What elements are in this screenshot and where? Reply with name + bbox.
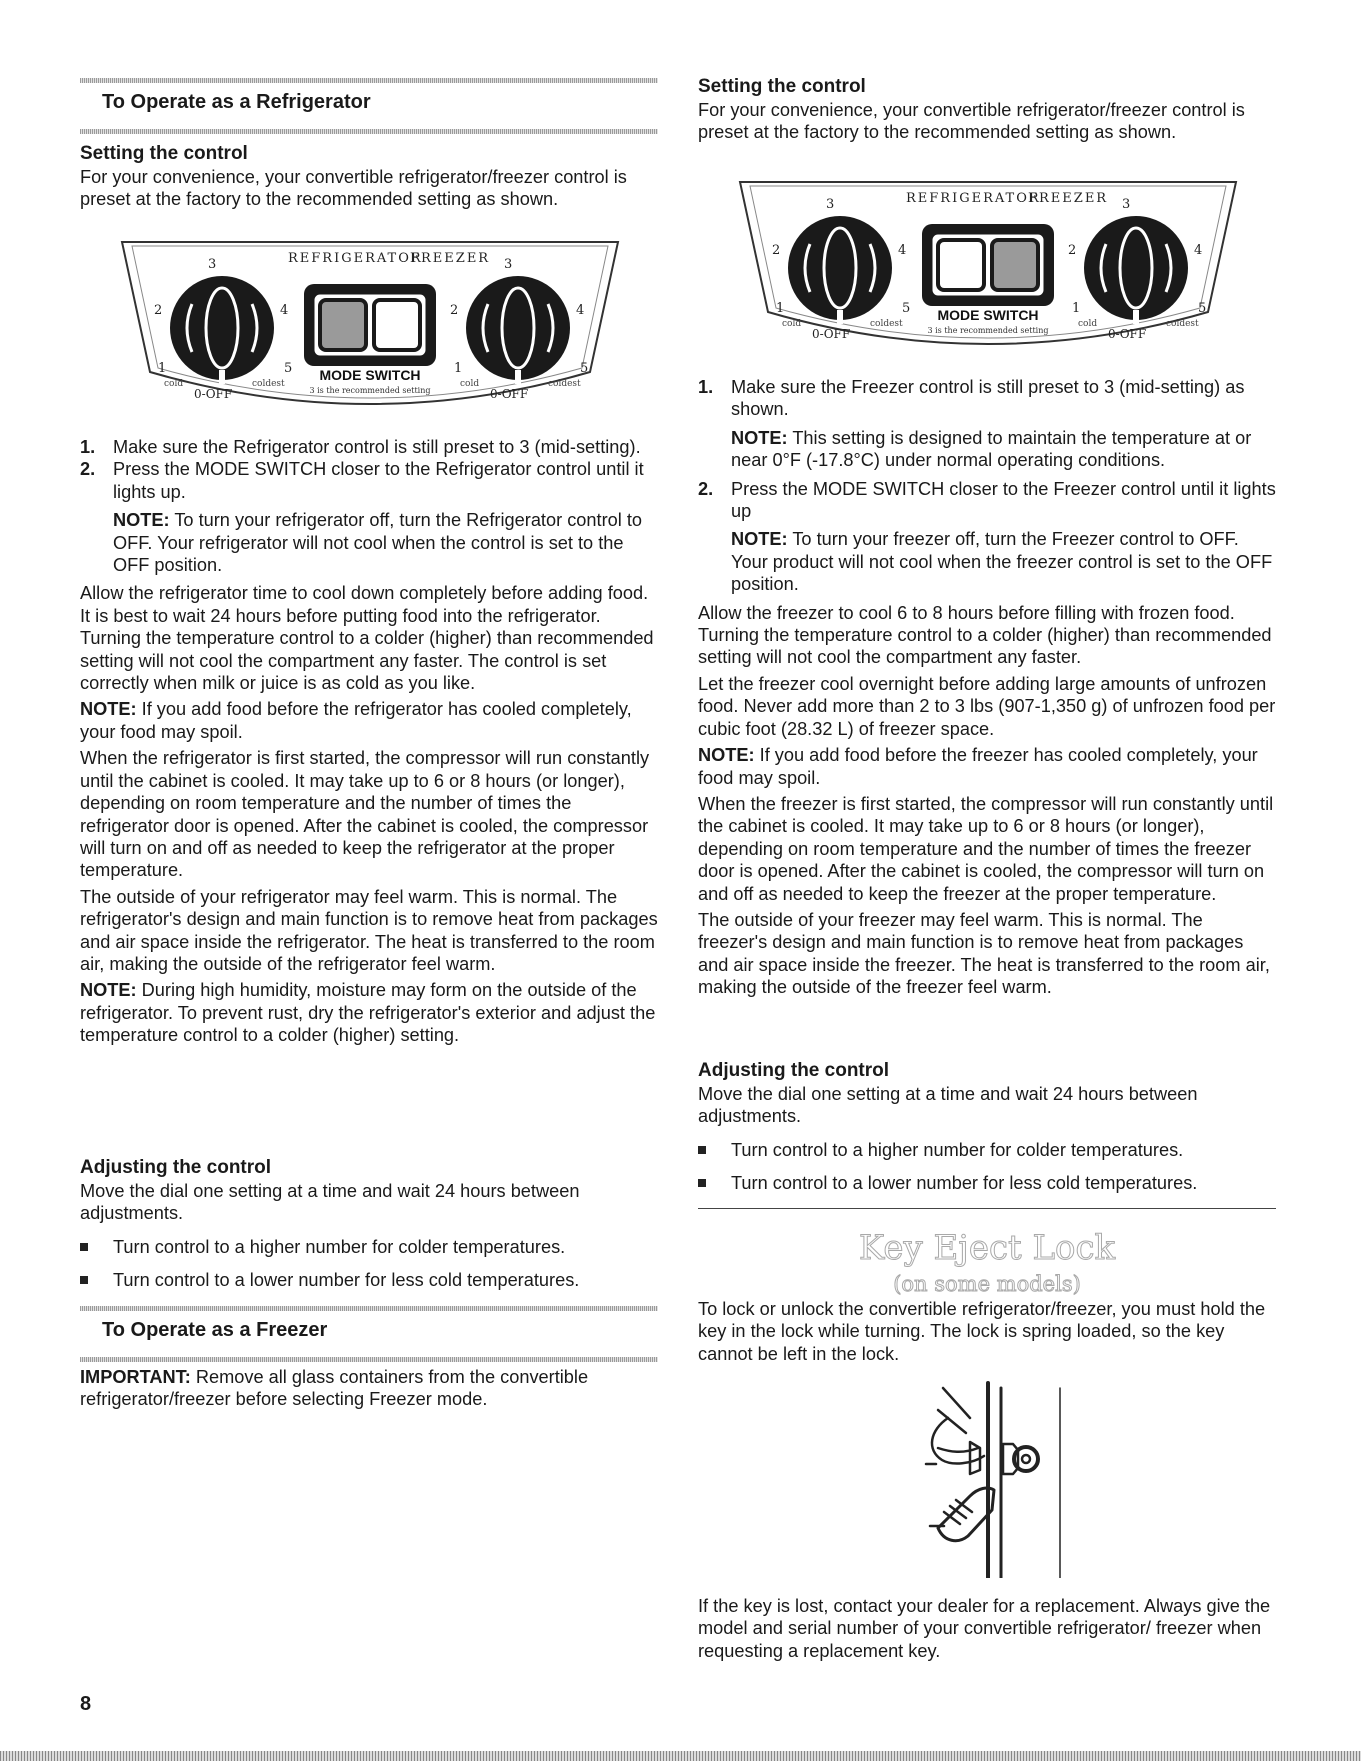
dial-off-label: 0-OFF bbox=[812, 327, 851, 341]
important-text: Remove all glass containers from the convertible refrigerator/freezer before selecting Freezer mode. bbox=[80, 1367, 589, 1410]
bullet-item: Turn control to a lower number for less cold temperatures. bbox=[698, 1172, 1276, 1194]
refrigerator-label: REFRIGERATOR bbox=[906, 191, 1041, 206]
dial-number: 1 bbox=[1072, 301, 1081, 316]
dial-coldest-label: coldest bbox=[870, 319, 903, 329]
dial-off-label: 0-OFF bbox=[490, 387, 529, 401]
step2-note bbox=[80, 509, 658, 576]
step-text: Press the MODE SWITCH closer to the Refrigerator control until it lights up. bbox=[113, 459, 644, 502]
adjust-heading: Adjusting the control bbox=[80, 1157, 272, 1178]
recommended-setting-label: 3 is the recommended setting bbox=[309, 386, 431, 395]
dial-number: 4 bbox=[898, 243, 907, 258]
dial-cold-label: cold bbox=[460, 379, 480, 389]
refrigerator-steps bbox=[80, 436, 658, 503]
setting-heading: Setting the control bbox=[698, 76, 866, 97]
freezer-adjust-block bbox=[698, 1058, 1276, 1206]
key-lock-drawing bbox=[908, 1378, 1068, 1578]
step-number: 2. bbox=[698, 478, 714, 499]
banner-rule-bottom bbox=[80, 129, 658, 134]
dial-cold-label: cold bbox=[1078, 319, 1098, 329]
step1-note bbox=[698, 427, 1276, 472]
step2-note bbox=[698, 528, 1276, 595]
setting-intro: For your convenience, your convertible refrigerator/freezer control is preset at the factory to the recommended setting as shown. bbox=[80, 167, 627, 210]
dial-number: 1 bbox=[776, 301, 785, 316]
dial-coldest-label: coldest bbox=[252, 379, 285, 389]
spoil-note bbox=[80, 698, 658, 743]
note-text: If you add food before the refrigerator has cooled completely, your food may spoil. bbox=[80, 699, 632, 742]
note-label: NOTE: bbox=[731, 529, 788, 550]
freezer-control-panel-illustration bbox=[738, 180, 1238, 355]
dial-number: 5 bbox=[284, 361, 293, 376]
refrigerator-control-panel-illustration bbox=[120, 240, 620, 415]
cooldown-paragraph: Allow the refrigerator time to cool down completely before adding food. It is best to wait 24 hours before putting food into the refrigerator. Turning the temperature control to a colder (higher) than recommended setting will not cool the compartment any faster. The control is set correctly when milk or juice is as cold as you like. bbox=[80, 583, 654, 694]
note-text: To turn your freezer off, turn the Freezer control to OFF. Your product will not cool when the freezer control is set to the OFF position. bbox=[731, 529, 1273, 595]
step-text: Press the MODE SWITCH closer to the Freezer control until it lights up bbox=[731, 478, 1276, 522]
mode-switch bbox=[304, 284, 436, 366]
step-number: 2. bbox=[80, 459, 96, 480]
section-divider bbox=[698, 1208, 1276, 1209]
mode-switch bbox=[922, 224, 1054, 306]
dial-number: 3 bbox=[826, 197, 835, 212]
key-eject-lock-title: Key Eject Lock bbox=[858, 1228, 1116, 1268]
lost-key-block bbox=[698, 1595, 1276, 1662]
dial-number: 4 bbox=[1194, 243, 1203, 258]
important-block bbox=[80, 1366, 658, 1411]
banner-rule-top bbox=[80, 1306, 658, 1311]
mode-switch-label: MODE SWITCH bbox=[937, 307, 1039, 323]
refrigerator-steps-block bbox=[80, 436, 658, 1047]
freezer-section-banner bbox=[80, 1306, 658, 1362]
adjust-intro: Move the dial one setting at a time and wait 24 hours between adjustments. bbox=[80, 1181, 580, 1224]
bullet-item: Turn control to a lower number for less cold temperatures. bbox=[80, 1269, 658, 1291]
step-text: Make sure the Refrigerator control is still preset to 3 (mid-setting). bbox=[113, 437, 641, 457]
dial-number: 1 bbox=[454, 361, 463, 376]
refrigerator-adjust-block bbox=[80, 1155, 658, 1303]
note-text: If you add food before the freezer has cooled completely, your food may spoil. bbox=[698, 745, 1258, 788]
dial-off-label: 0-OFF bbox=[1108, 327, 1147, 341]
dial-number: 2 bbox=[1068, 243, 1077, 258]
setting-heading: Setting the control bbox=[80, 143, 248, 164]
dial-number: 4 bbox=[576, 303, 585, 318]
step-item bbox=[80, 436, 658, 458]
setting-intro: For your convenience, your convertible refrigerator/freezer control is preset at the factory to the recommended setting as shown. bbox=[698, 100, 1245, 143]
compressor-paragraph: When the freezer is first started, the compressor will run constantly until the cabinet is cooled. It may take up to 6 or 8 hours (or longer), depending on room temperature and the number of times the freezer door is opened. After the cabinet is cooled, the compressor will turn on and off as needed to keep the freezer at the proper temperature. bbox=[698, 793, 1274, 904]
key-lock-instructions bbox=[698, 1298, 1276, 1365]
key-in-lock-illustration bbox=[908, 1378, 1068, 1583]
dial-coldest-label: coldest bbox=[548, 379, 581, 389]
key-lock-paragraph: To lock or unlock the convertible refrigerator/freezer, you must hold the key in the lock while turning. The lock is spring loaded, so the key cannot be left in the lock. bbox=[698, 1299, 1266, 1364]
important-note bbox=[80, 1366, 658, 1411]
refrigerator-setting-block bbox=[80, 141, 658, 211]
banner-rule-bottom bbox=[80, 1357, 658, 1362]
dial-number: 3 bbox=[208, 257, 217, 272]
dial-number: 5 bbox=[580, 361, 589, 376]
control-panel-drawing bbox=[120, 240, 620, 410]
dial-cold-label: cold bbox=[782, 319, 802, 329]
page-number: 8 bbox=[80, 1693, 92, 1715]
step-text: Make sure the Freezer control is still preset to 3 (mid-setting) as shown. bbox=[731, 377, 1245, 420]
step-item bbox=[80, 458, 658, 503]
cool-hours-paragraph: Allow the freezer to cool 6 to 8 hours before filling with frozen food. Turning the temperature control to a colder (higher) than recommended setting will not cool the compartment any faster. bbox=[698, 602, 1272, 668]
note-text: To turn your refrigerator off, turn the Refrigerator control to OFF. Your refrigerator will not cool when the control is set to the OFF position. bbox=[113, 510, 643, 576]
key-eject-lock-subtitle: (on some models) bbox=[893, 1272, 1081, 1296]
important-label: IMPORTANT: bbox=[80, 1367, 191, 1387]
overnight-paragraph: Let the freezer cool overnight before adding large amounts of unfrozen food. Never add more than 2 to 3 lbs (907-1,350 g) of unfrozen food per cubic foot (28.32 L) of freezer space. bbox=[698, 673, 1276, 739]
control-panel-drawing bbox=[738, 180, 1238, 350]
refrigerator-section-banner bbox=[80, 78, 658, 134]
warm-outside-paragraph: The outside of your freezer may feel warm. This is normal. The freezer's design and main function is to remove heat from packages and air space inside the freezer. The heat is transferred to the room air, making the outside of the freezer feel warm. bbox=[698, 909, 1270, 998]
adjust-heading: Adjusting the control bbox=[698, 1060, 890, 1081]
dial-coldest-label: coldest bbox=[1166, 319, 1199, 329]
freezer-setting-block bbox=[698, 74, 1276, 144]
bullet-item: Turn control to a higher number for colder temperatures. bbox=[698, 1139, 1276, 1161]
step-item bbox=[698, 478, 1276, 523]
banner-rule-top bbox=[80, 78, 658, 83]
bullet-item: Turn control to a higher number for colder temperatures. bbox=[80, 1236, 658, 1258]
note-label: NOTE: bbox=[113, 510, 170, 531]
note-text: During high humidity, moisture may form on the outside of the refrigerator. To prevent rust, dry the refrigerator's exterior and adjust the temperature control to a colder (higher) setting. bbox=[80, 980, 656, 1046]
compressor-paragraph: When the refrigerator is first started, the compressor will run constantly until the cabinet is cooled. It may take up to 6 or 8 hours (or longer), depending on room temperature and the number of times the refrigerator door is opened. After the cabinet is cooled, the compressor will turn on and off as needed to keep the refrigerator at the proper temperature. bbox=[80, 748, 650, 881]
lost-key-paragraph: If the key is lost, contact your dealer for a replacement. Always give the model and serial number of your convertible refrigerator/ freezer when requesting a replacement key. bbox=[698, 1596, 1271, 1661]
dial-number: 5 bbox=[902, 301, 911, 316]
freezer-label: FREEZER bbox=[1028, 191, 1109, 206]
dial-number: 1 bbox=[158, 361, 167, 376]
freezer-steps bbox=[698, 376, 1276, 421]
dial-number: 3 bbox=[1122, 197, 1131, 212]
dial-off-label: 0-OFF bbox=[194, 387, 233, 401]
note-label: NOTE: bbox=[80, 699, 137, 720]
freezer-steps-block bbox=[698, 376, 1276, 999]
step-number: 1. bbox=[80, 437, 96, 457]
mode-switch-label: MODE SWITCH bbox=[319, 367, 421, 383]
dial-number: 5 bbox=[1198, 301, 1207, 316]
bottom-scan-band bbox=[0, 1751, 1361, 1761]
humidity-note bbox=[80, 979, 658, 1046]
step-number: 1. bbox=[698, 377, 714, 397]
freezer-steps-continued bbox=[698, 478, 1276, 523]
refrigerator-label: REFRIGERATOR bbox=[288, 251, 423, 266]
dial-number: 4 bbox=[280, 303, 289, 318]
dial-number: 2 bbox=[154, 303, 163, 318]
note-label: NOTE: bbox=[731, 427, 788, 448]
note-label: NOTE: bbox=[80, 980, 137, 1001]
note-text: This setting is designed to maintain the temperature at or near 0°F (-17.8°C) under normal operating conditions. bbox=[731, 427, 1252, 471]
note-label: NOTE: bbox=[698, 745, 755, 766]
spoil-note bbox=[698, 744, 1276, 789]
adjust-bullets bbox=[80, 1236, 658, 1292]
warm-outside-paragraph: The outside of your refrigerator may feel warm. This is normal. The refrigerator's design and main function is to remove heat from packages and air space inside the refrigerator. The heat is transferred to the room air, making the outside of the refrigerator feel warm. bbox=[80, 886, 658, 974]
dial-number: 3 bbox=[504, 257, 513, 272]
dial-number: 2 bbox=[772, 243, 781, 258]
refrigerator-section-title: To Operate as a Refrigerator bbox=[102, 91, 371, 113]
recommended-setting-label: 3 is the recommended setting bbox=[927, 326, 1049, 335]
freezer-section-title: To Operate as a Freezer bbox=[102, 1319, 328, 1341]
adjust-bullets bbox=[698, 1139, 1276, 1195]
step-item bbox=[698, 376, 1276, 421]
dial-cold-label: cold bbox=[164, 379, 184, 389]
dial-number: 2 bbox=[450, 303, 459, 318]
freezer-label: FREEZER bbox=[410, 251, 491, 266]
adjust-intro: Move the dial one setting at a time and wait 24 hours between adjustments. bbox=[698, 1084, 1198, 1127]
